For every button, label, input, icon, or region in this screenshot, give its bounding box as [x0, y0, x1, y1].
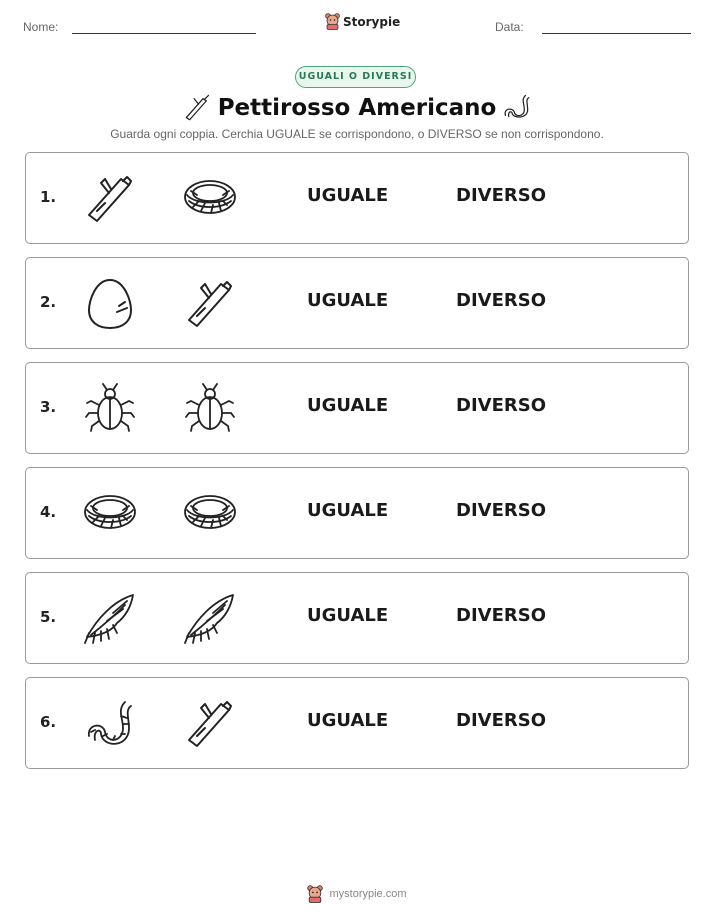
exercise-row: [25, 152, 689, 244]
different-option[interactable]: DIVERSO: [456, 500, 546, 521]
twig-icon: [183, 276, 237, 330]
nest-icon: [183, 171, 237, 225]
storypie-bear-icon: [325, 13, 340, 30]
same-option[interactable]: UGUALE: [307, 395, 389, 416]
wing-icon: [83, 591, 137, 645]
same-option[interactable]: UGUALE: [307, 290, 389, 311]
row-number: 1.: [40, 188, 57, 206]
nest-icon: [183, 486, 237, 540]
worm-icon: [83, 696, 137, 750]
exercise-row: [25, 362, 689, 454]
page-title: Pettirosso Americano: [217, 95, 497, 121]
different-option[interactable]: DIVERSO: [456, 605, 546, 626]
worm-icon: [501, 91, 531, 121]
same-option[interactable]: UGUALE: [307, 500, 389, 521]
brand-logo: [325, 13, 400, 30]
nest-icon: [83, 486, 137, 540]
row-number: 3.: [40, 398, 57, 416]
worksheet-type-badge: UGUALI O DIVERSI: [295, 66, 416, 88]
exercise-row: [25, 572, 689, 664]
worksheet-header: [0, 0, 714, 50]
beetle-icon: [83, 381, 137, 435]
row-number: 5.: [40, 608, 57, 626]
same-option[interactable]: UGUALE: [307, 605, 389, 626]
row-number: 4.: [40, 503, 57, 521]
different-option[interactable]: DIVERSO: [456, 290, 546, 311]
storypie-bear-icon: [307, 885, 323, 903]
same-option[interactable]: UGUALE: [307, 185, 389, 206]
beetle-icon: [183, 381, 237, 435]
exercise-row: [25, 677, 689, 769]
egg-icon: [83, 276, 137, 330]
different-option[interactable]: DIVERSO: [456, 185, 546, 206]
exercise-row: [25, 467, 689, 559]
row-number: 2.: [40, 293, 57, 311]
wing-icon: [183, 591, 237, 645]
date-label: Data:: [495, 20, 524, 34]
instructions: Guarda ogni coppia. Cerchia UGUALE se corrispondono, o DIVERSO se non corrispondono.: [110, 127, 604, 141]
footer-url: mystorypie.com: [329, 888, 407, 900]
twig-icon: [83, 171, 137, 225]
same-option[interactable]: UGUALE: [307, 710, 389, 731]
row-number: 6.: [40, 713, 57, 731]
footer: [0, 885, 714, 903]
different-option[interactable]: DIVERSO: [456, 710, 546, 731]
name-line[interactable]: [72, 33, 256, 34]
name-label: Nome:: [23, 20, 59, 34]
exercise-row: [25, 257, 689, 349]
different-option[interactable]: DIVERSO: [456, 395, 546, 416]
brand-name: Storypie: [343, 14, 401, 29]
date-line[interactable]: [542, 33, 691, 34]
twig-icon: [183, 696, 237, 750]
